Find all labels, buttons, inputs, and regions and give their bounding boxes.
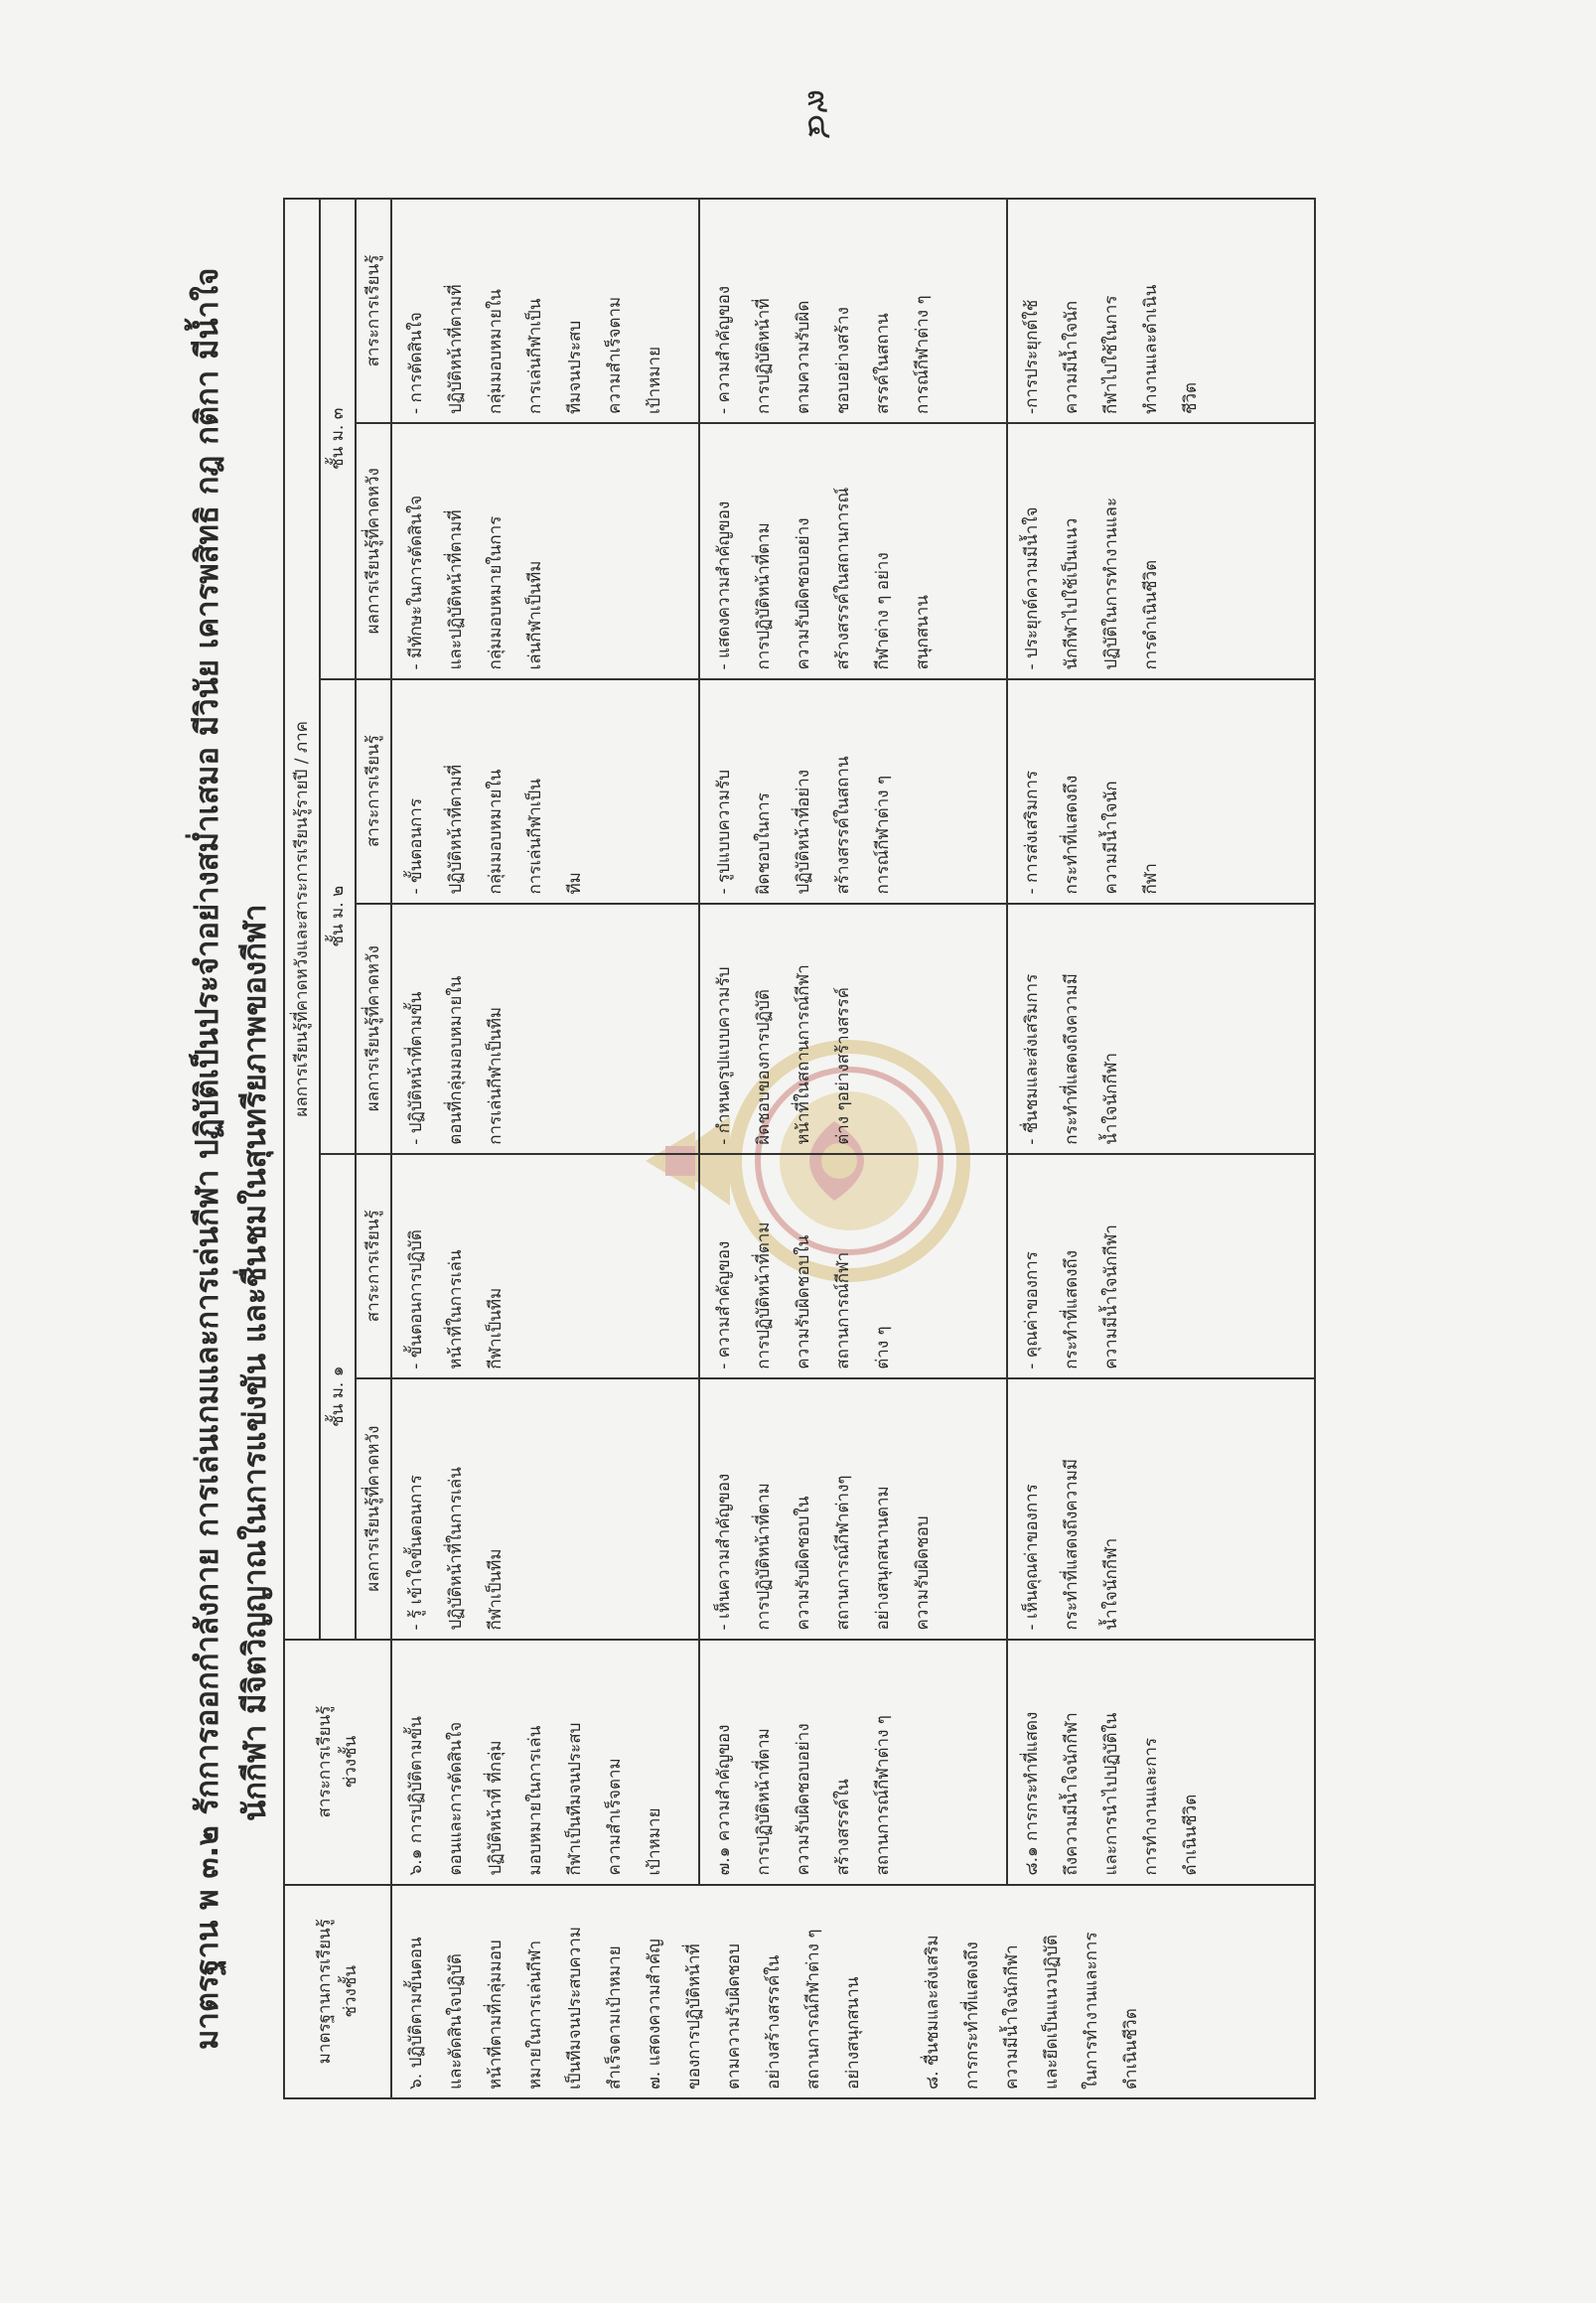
- m3-content-cell: - ความสำคัญของ การปฏิบัติหน้าที่ ตามความรับผิด ชอบอย่างสร้าง สรรค์ในสถาน การณ์กีฬาต่าง ๆ: [699, 199, 1007, 423]
- header-grade-m2: ชั้น ม. ๒: [320, 679, 356, 1154]
- m3-outcome-cell: - แสดงความสำคัญของ การปฏิบัติหน้าที่ตาม ความรับผิดชอบอย่าง สร้างสรรค์ในสถานการณ์ กีฬาต่าง ๆ อย่าง สนุกสนาน: [699, 423, 1007, 679]
- title-line-2: นักกีฬา มีจิตวิญญาณในการแข่งขัน และชื่นชมในสุนทรียภาพของกีฬา: [237, 904, 273, 1821]
- m1-content-cell: - คุณค่าของการ กระทำที่แสดงถึง ความมีน้ำใจนักกีฬา: [1007, 1154, 1315, 1378]
- m2-content-cell: - รูปแบบความรับ ผิดชอบในการ ปฏิบัติหน้าที่อย่าง สร้างสรรค์ในสถาน การณ์กีฬาต่าง ๆ: [699, 679, 1007, 904]
- m1-content-cell: - ขั้นตอนการปฏิบัติ หน้าที่ในการเล่น กีฬาเป็นทีม: [391, 1154, 699, 1378]
- header-m2-content: สาระการเรียนรู้: [356, 679, 391, 904]
- m3-outcome-cell: - มีทักษะในการตัดสินใจ และปฏิบัติหน้าที่ตามที่ กลุ่มมอบหมายในการ เล่นกีฬาเป็นทีม: [391, 423, 699, 679]
- table-row: [699, 199, 1007, 2098]
- m2-content-cell: - ขั้นตอนการ ปฏิบัติหน้าที่ตามที่ กลุ่มมอบหมายใน การเล่นกีฬาเป็น ทีม: [391, 679, 699, 904]
- core-content-cell: ๗.๑ ความสำคัญของ การปฏิบัติหน้าที่ตาม ความรับผิดชอบอย่าง สร้างสรรค์ใน สถานการณ์กีฬาต่าง ๆ: [699, 1640, 1007, 1885]
- table-row: [1007, 199, 1315, 2098]
- header-core-content: สาระการเรียนรู้ ช่วงชั้น: [284, 1640, 391, 1885]
- table-row: [391, 199, 699, 2098]
- document-title: [184, 163, 279, 2050]
- header-grade-m3: ชั้น ม. ๓: [320, 199, 356, 679]
- header-m1-outcome: ผลการเรียนรู้ที่คาดหวัง: [356, 1378, 391, 1640]
- m2-outcome-cell: - ชื่นชมและส่งเสริมการ กระทำที่แสดงถึงความมี น้ำใจนักกีฬา: [1007, 904, 1315, 1154]
- page-number: ๙๔: [799, 88, 839, 140]
- title-line-1: มาตรฐาน พ ๓.๒ รักการออกกำลังกาย การเล่นเกมและการเล่นกีฬา ปฏิบัติเป็นประจำอย่างสม่ำเสมอ มีวินัย เคารพสิทธิ กฎ กติกา มีน้ำใจ: [190, 267, 225, 2050]
- m3-content-cell: - การตัดสินใจ ปฏิบัติหน้าที่ตามที่ กลุ่มมอบหมายใน การเล่นกีฬาเป็น ทีมจนประสบ ความสำเร็จตาม เป้าหมาย: [391, 199, 699, 423]
- header-group: ผลการเรียนรู้ที่คาดหวังและสาระการเรียนรู้รายปี / ภาค: [284, 199, 320, 1640]
- m2-outcome-cell: - ปฏิบัติหน้าที่ตามขั้น ตอนที่กลุ่มมอบหมายใน การเล่นกีฬาเป็นทีม: [391, 904, 699, 1154]
- m1-outcome-cell: - เห็นความสำคัญของ การปฏิบัติหน้าที่ตาม ความรับผิดชอบใน สถานการณ์กีฬาต่างๆ อย่างสนุกสนานตาม ความรับผิดชอบ: [699, 1378, 1007, 1640]
- standard-cell: ๖. ปฏิบัติตามขั้นตอน และตัดสินใจปฏิบัติ หน้าที่ตามที่กลุ่มมอบ หมายในการเล่นกีฬา เป็นทีมจนประสบความ สำเร็จตามเป้าหมาย ๗. แสดงความสำคัญ ของการปฏิบัติหน้าที่ ตามความรับผิดชอบ อย่างสร้างสรรค์ใน สถานการณ์กีฬาต่าง ๆ อย่างสนุกสนาน ๘. ชื่นชมและส่งเสริม การกระทำที่แสดงถึง ความมีน้ำใจนักกีฬา และยึดเป็นแนวปฏิบัติ ในการทำงานและการ ดำเนินชีวิต: [391, 1885, 1315, 2098]
- m1-content-cell: - ความสำคัญของ การปฏิบัติหน้าที่ตาม ความรับผิดชอบใน สถานการณ์กีฬา ต่าง ๆ: [699, 1154, 1007, 1378]
- m2-outcome-cell: - กำหนดรูปแบบความรับ ผิดชอบของการปฏิบัติ หน้าที่ในสถานการณ์กีฬา ต่าง ๆอย่างสร้างสรรค์: [699, 904, 1007, 1154]
- m1-outcome-cell: - รู้ เข้าใจขั้นตอนการ ปฏิบัติหน้าที่ในการเล่น กีฬาเป็นทีม: [391, 1378, 699, 1640]
- header-m2-outcome: ผลการเรียนรู้ที่คาดหวัง: [356, 904, 391, 1154]
- header-grade-m1: ชั้น ม. ๑: [320, 1154, 356, 1640]
- header-standard: มาตรฐานการเรียนรู้ ช่วงชั้น: [284, 1885, 391, 2098]
- core-content-cell: ๘.๑ การกระทำที่แสดง ถึงความมีน้ำใจนักกีฬา และการนำไปปฏิบัติใน การทำงานและการ ดำเนินชีวิต: [1007, 1640, 1315, 1885]
- m3-content-cell: -การประยุกต์ใช้ ความมีน้ำใจนัก กีฬาไปใช้ในการ ทำงานและดำเนิน ชีวิต: [1007, 199, 1315, 423]
- header-m3-outcome: ผลการเรียนรู้ที่คาดหวัง: [356, 423, 391, 679]
- core-content-cell: ๖.๑ การปฏิบัติตามขั้น ตอนและการตัดสินใจ ปฏิบัติหน้าที่ ที่กลุ่ม มอบหมายในการเล่น กีฬาเป็นทีมจนประสบ ความสำเร็จตาม เป้าหมาย: [391, 1640, 699, 1885]
- header-m1-content: สาระการเรียนรู้: [356, 1154, 391, 1378]
- m2-content-cell: - การส่งเสริมการ กระทำที่แสดงถึง ความมีน้ำใจนัก กีฬา: [1007, 679, 1315, 904]
- m3-outcome-cell: - ประยุกต์ความมีน้ำใจ นักกีฬาไปใช้เป็นแนว ปฏิบัติในการทำงานและ การดำเนินชีวิต: [1007, 423, 1315, 679]
- curriculum-table: [283, 198, 1316, 2099]
- header-m3-content: สาระการเรียนรู้: [356, 199, 391, 423]
- header-row-1: [284, 199, 320, 2098]
- m1-outcome-cell: - เห็นคุณค่าของการ กระทำที่แสดงถึงความมี น้ำใจนักกีฬา: [1007, 1378, 1315, 1640]
